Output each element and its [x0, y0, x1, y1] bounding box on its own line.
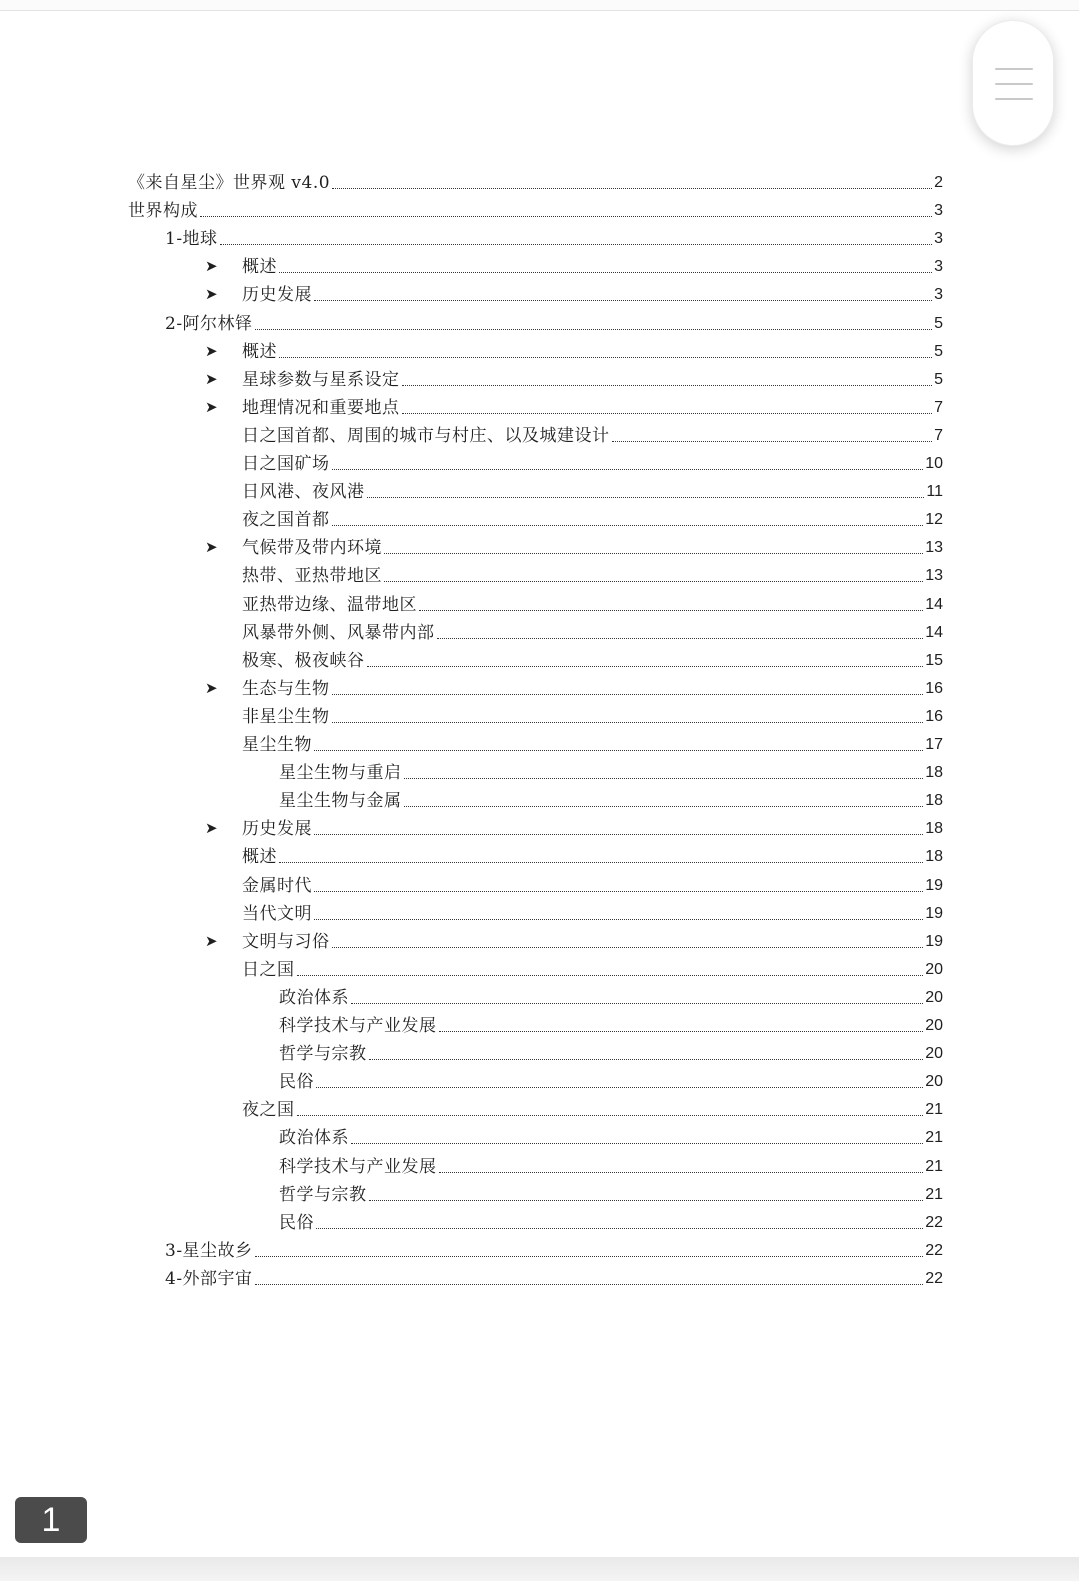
toc-entry-title: 地理情况和重要地点 [242, 397, 400, 418]
toc-entry-title: 3-星尘故乡 [165, 1240, 253, 1261]
toc-entry-page: 16 [925, 679, 943, 697]
toc-dot-leader [402, 412, 933, 414]
toc-entry-page: 7 [934, 398, 943, 416]
arrow-bullet-icon: ➤ [205, 369, 218, 388]
toc-entry-page: 11 [926, 483, 943, 501]
toc-dot-leader [439, 1171, 924, 1173]
toc-entry[interactable] [279, 1120, 943, 1148]
toc-entry[interactable] [128, 193, 943, 221]
toc-entry[interactable] [205, 671, 943, 699]
toc-entry-title: 世界构成 [128, 201, 198, 222]
toc-entry-page: 20 [925, 988, 943, 1006]
toc-entry-page: 5 [934, 370, 943, 388]
toc-entry-title: 极寒、极夜峡谷 [242, 650, 365, 671]
toc-dot-leader [404, 777, 924, 779]
toc-dot-leader [279, 271, 932, 273]
toc-entry[interactable] [279, 1064, 943, 1092]
toc-entry[interactable] [165, 306, 943, 334]
toc-entry[interactable] [242, 699, 943, 727]
toc-entry-page: 22 [925, 1213, 943, 1231]
toc-dot-leader [297, 1114, 924, 1116]
toc-entry-title: 科学技术与产业发展 [279, 1156, 437, 1177]
toc-entry[interactable] [165, 1261, 943, 1289]
toc-entry-page: 17 [925, 736, 943, 753]
toc-entry-title: 日之国矿场 [242, 454, 330, 474]
toc-entry[interactable] [279, 783, 943, 811]
toc-entry[interactable] [279, 1205, 943, 1233]
toc-entry-title: 政治体系 [279, 987, 349, 1008]
toc-dot-leader [384, 552, 923, 554]
toc-entry-title: 非星尘生物 [242, 706, 330, 727]
toc-dot-leader [316, 1086, 923, 1088]
toc-entry-title: 夜之国首都 [242, 510, 330, 531]
arrow-bullet-icon: ➤ [205, 931, 218, 950]
toc-dot-leader [314, 890, 923, 892]
toc-dot-leader [314, 299, 932, 301]
toc-entry-title: 星球参数与星系设定 [242, 369, 400, 390]
arrow-bullet-icon: ➤ [205, 397, 218, 416]
toc-entry-title: 星尘生物 [242, 735, 312, 755]
arrow-bullet-icon: ➤ [205, 678, 218, 697]
toc-entry-page: 12 [925, 511, 943, 529]
toc-entry[interactable] [242, 727, 943, 755]
toc-entry-page: 18 [925, 764, 943, 782]
toc-entry-page: 14 [925, 623, 943, 641]
toc-entry-title: 1-地球 [165, 229, 218, 250]
toc-entry-page: 15 [925, 651, 943, 669]
arrow-bullet-icon: ➤ [205, 819, 218, 838]
toc-entry-title: 日之国首都、周围的城市与村庄、以及城建设计 [242, 425, 610, 446]
toc-entry-title: 2-阿尔林铎 [165, 313, 253, 334]
toc-entry-title: 民俗 [279, 1072, 314, 1093]
toc-entry[interactable] [242, 587, 943, 615]
toc-entry-title: 概述 [242, 257, 277, 278]
toc-dot-leader [332, 693, 924, 695]
toc-entry[interactable] [279, 1177, 943, 1205]
toc-entry[interactable] [242, 418, 943, 446]
toc-entry[interactable] [242, 839, 943, 867]
toc-dot-leader [419, 609, 923, 611]
toc-entry-title: 哲学与宗教 [279, 1184, 367, 1205]
toc-entry[interactable] [205, 334, 943, 362]
toc-entry-title: 当代文明 [242, 903, 312, 924]
viewer-top-bar [0, 0, 1079, 11]
toc-dot-leader [351, 1002, 923, 1004]
toc-entry-page: 22 [925, 1241, 943, 1259]
toc-entry[interactable] [242, 446, 943, 474]
toc-dot-leader [612, 440, 933, 442]
toc-dot-leader [367, 665, 924, 667]
toc-entry[interactable] [242, 615, 943, 643]
toc-dot-leader [369, 1058, 924, 1060]
toc-entry-page: 18 [925, 848, 943, 866]
toc-entry-title: 概述 [242, 847, 277, 868]
toc-entry[interactable] [279, 1149, 943, 1177]
toc-dot-leader [316, 1227, 923, 1229]
toc-dot-leader [332, 468, 924, 470]
toc-entry-title: 日风港、夜风港 [242, 482, 365, 503]
toc-entry-page: 14 [925, 595, 943, 613]
toc-entry[interactable] [242, 868, 943, 896]
toc-entry[interactable] [165, 1233, 943, 1261]
toc-dot-leader [404, 805, 924, 807]
toc-entry[interactable] [242, 502, 943, 530]
toc-dot-leader [255, 1283, 924, 1285]
toc-entry-title: 概述 [242, 341, 277, 362]
toc-entry-page: 21 [925, 1129, 943, 1147]
toc-dot-leader [255, 328, 933, 330]
toc-dot-leader [384, 580, 923, 582]
toc-entry-title: 《来自星尘》世界观 v4.0 [128, 173, 331, 193]
toc-dot-leader [332, 721, 924, 723]
arrow-bullet-icon: ➤ [205, 341, 218, 360]
toc-entry-title: 夜之国 [242, 1100, 295, 1121]
arrow-bullet-icon: ➤ [205, 285, 218, 304]
toc-dot-leader [332, 524, 924, 526]
toc-entry[interactable] [242, 474, 943, 502]
toc-entry-title: 历史发展 [242, 819, 312, 840]
menu-button[interactable] [972, 20, 1054, 146]
toc-entry-title: 风暴带外侧、风暴带内部 [242, 622, 435, 643]
toc-entry-page: 3 [934, 230, 943, 248]
toc-entry-title: 科学技术与产业发展 [279, 1016, 437, 1036]
toc-dot-leader [351, 1142, 923, 1144]
toc-entry-page: 20 [925, 1045, 943, 1063]
toc-dot-leader [200, 215, 932, 217]
toc-entry[interactable] [242, 643, 943, 671]
toc-entry-page: 16 [925, 707, 943, 725]
toc-entry[interactable] [205, 530, 943, 559]
toc-entry[interactable] [242, 1092, 943, 1120]
toc-entry-page: 21 [925, 1185, 943, 1203]
toc-entry[interactable] [205, 277, 943, 306]
toc-entry[interactable] [279, 1008, 943, 1036]
toc-dot-leader [332, 187, 932, 189]
toc-entry-title: 民俗 [279, 1212, 314, 1233]
toc-entry[interactable] [279, 755, 943, 783]
toc-entry-title: 日之国 [242, 959, 295, 980]
toc-entry[interactable] [205, 249, 943, 278]
toc-entry-page: 20 [925, 1017, 943, 1034]
toc-entry-page: 13 [925, 539, 943, 557]
toc-entry[interactable] [279, 980, 943, 1008]
toc-entry-title: 生态与生物 [242, 678, 330, 699]
toc-entry[interactable] [279, 1036, 943, 1064]
toc-dot-leader [437, 637, 924, 639]
toc-entry-page: 20 [925, 1073, 943, 1091]
toc-dot-leader [279, 861, 923, 863]
toc-dot-leader [314, 918, 923, 920]
toc-entry-page: 2 [934, 174, 943, 191]
toc-entry-title: 亚热带边缘、温带地区 [242, 594, 417, 615]
toc-entry-title: 气候带及带内环境 [242, 538, 382, 559]
toc-entry-title: 金属时代 [242, 875, 312, 896]
toc-entry[interactable] [205, 811, 943, 840]
arrow-bullet-icon: ➤ [205, 538, 218, 557]
hamburger-menu-icon [995, 68, 1033, 100]
toc-entry-page: 7 [934, 426, 943, 444]
toc-entry-page: 19 [925, 904, 943, 922]
toc-entry-page: 3 [934, 258, 943, 276]
toc-entry-page: 18 [925, 820, 943, 838]
toc-entry[interactable] [242, 896, 943, 924]
toc-entry-page: 18 [925, 792, 943, 810]
toc-entry-title: 星尘生物与重启 [279, 763, 402, 784]
toc-entry-page: 20 [925, 960, 943, 978]
toc-entry[interactable] [205, 924, 943, 952]
toc-entry-title: 政治体系 [279, 1128, 349, 1149]
toc-entry-title: 文明与习俗 [242, 931, 330, 952]
toc-dot-leader [279, 356, 932, 358]
toc-entry[interactable] [242, 558, 943, 586]
toc-dot-leader [314, 833, 923, 835]
toc-entry-page: 21 [925, 1101, 943, 1119]
toc-entry-page: 19 [925, 932, 943, 950]
toc-entry-page: 13 [925, 567, 943, 585]
toc-entry-title: 4-外部宇宙 [165, 1268, 253, 1289]
toc-entry-page: 3 [934, 202, 943, 220]
toc-entry-page: 19 [925, 876, 943, 894]
toc-entry-page: 5 [934, 314, 943, 332]
toc-entry-page: 3 [934, 286, 943, 304]
toc-dot-leader [314, 749, 923, 751]
toc-entry-page: 10 [925, 455, 943, 472]
toc-entry-page: 21 [925, 1157, 943, 1175]
toc-dot-leader [220, 243, 933, 245]
toc-dot-leader [297, 974, 924, 976]
toc-dot-leader [255, 1255, 924, 1257]
toc-dot-leader [367, 496, 925, 498]
toc-dot-leader [369, 1199, 924, 1201]
toc-entry[interactable] [205, 390, 943, 418]
page-number-badge: 1 [15, 1497, 87, 1543]
viewer-bottom-edge [0, 1557, 1079, 1581]
toc-dot-leader [402, 384, 933, 386]
toc-dot-leader [439, 1030, 924, 1032]
toc-entry-title: 历史发展 [242, 285, 312, 306]
toc-entry-title: 星尘生物与金属 [279, 791, 402, 812]
toc-entry-title: 热带、亚热带地区 [242, 566, 382, 587]
toc-entry[interactable] [242, 952, 943, 980]
toc-entry-title: 哲学与宗教 [279, 1044, 367, 1065]
toc-entry[interactable] [128, 165, 943, 193]
arrow-bullet-icon: ➤ [205, 257, 218, 276]
toc-entry[interactable] [165, 221, 943, 249]
toc-dot-leader [332, 946, 924, 948]
toc-entry-page: 5 [934, 342, 943, 360]
toc-entry-page: 22 [925, 1269, 943, 1287]
toc-entry[interactable] [205, 362, 943, 390]
